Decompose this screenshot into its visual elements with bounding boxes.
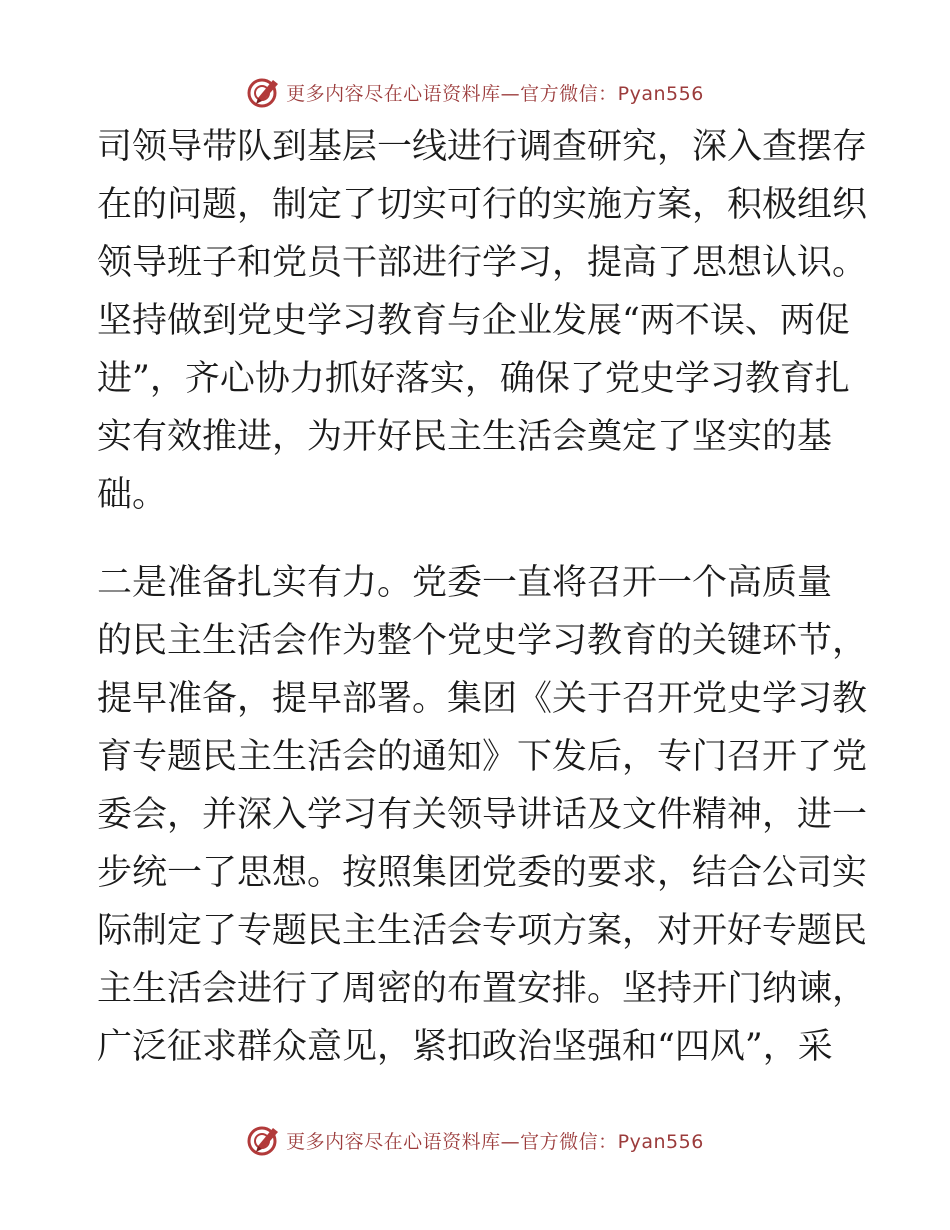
text-line: 领导班子和党员干部进行学习，提高了思想认识。 (97, 243, 867, 283)
text-line: 在的问题，制定了切实可行的实施方案，积极组织 (97, 185, 867, 225)
footer-banner (0, 1118, 950, 1162)
paragraph (97, 554, 867, 1076)
footer-banner-text: 更多内容尽在心语资料库—官方微信：Pyan556 (286, 1130, 704, 1153)
header-banner-text: 更多内容尽在心语资料库—官方微信：Pyan556 (286, 82, 704, 105)
pen-nib-logo-icon (246, 1122, 282, 1158)
text-line: 坚持做到党史学习教育与企业发展“两不误、两促 (97, 301, 850, 341)
text-line: 础。 (97, 475, 168, 515)
text-line: 司领导带队到基层一线进行调查研究，深入查摆存 (97, 127, 867, 167)
text-line: 提早准备，提早部署。集团《关于召开党史学习教 (97, 679, 867, 719)
paragraph (97, 118, 867, 524)
text-line: 进”，齐心协力抓好落实，确保了党史学习教育扎 (97, 359, 850, 399)
text-line: 广泛征求群众意见，紧扣政治坚强和“四风”，采 (97, 1027, 833, 1067)
text-line: 育专题民主生活会的通知》下发后，专门召开了党 (97, 737, 867, 777)
text-line: 际制定了专题民主生活会专项方案，对开好专题民 (97, 911, 867, 951)
text-line: 步统一了思想。按照集团党委的要求，结合公司实 (97, 853, 867, 893)
text-line: 委会，并深入学习有关领导讲话及文件精神，进一 (97, 795, 867, 835)
text-line: 的民主生活会作为整个党史学习教育的关键环节， (97, 621, 867, 661)
paragraph-gap (97, 524, 867, 554)
text-line: 实有效推进，为开好民主生活会奠定了坚实的基 (97, 417, 833, 457)
document-body (97, 118, 867, 1076)
pen-nib-logo-icon (246, 74, 282, 110)
text-line: 主生活会进行了周密的布置安排。坚持开门纳谏， (97, 969, 867, 1009)
header-banner (0, 70, 950, 114)
text-line: 二是准备扎实有力。党委一直将召开一个高质量 (97, 563, 833, 603)
